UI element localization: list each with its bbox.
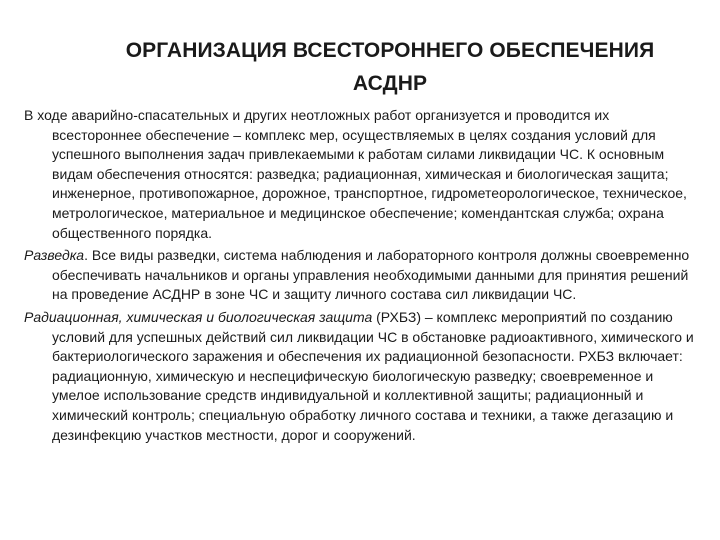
paragraph-overview [24, 106, 696, 243]
paragraph-term: Радиационная, химическая и биологическая защита [24, 308, 373, 325]
paragraph-reconnaissance [24, 246, 696, 305]
paragraph-text: В ходе аварийно-спасательных и других неотложных работ организуется и проводится их всестороннее обеспечение – комплекс мер, осуществляемых в целях создания условий для успешного выполнения задач привлекаемыми к работам силами ликвидации ЧС. К основным видам обеспечения относятся: разведка; радиационная, химическая и биологическая защита; инженерное, противопожарное, дорожное, транспортное, гидрометеорологическое, техническое, метрологическое, материальное и медицинское обеспечение; комендантская служба; охрана общественного порядка. [24, 107, 687, 241]
title-line-1: ОРГАНИЗАЦИЯ ВСЕСТОРОННЕГО ОБЕСПЕЧЕНИЯ [125, 39, 655, 62]
page-title [40, 34, 720, 100]
title-line-2: АСДНР [352, 72, 428, 95]
body-text [24, 106, 696, 448]
paragraph-text: (РХБЗ) – комплекс мероприятий по созданию условий для успешных действий сил ликвидации ЧС в обстановке радиоактивного, химического и бактериологического заражения и обеспечения их радиационной безопасности. РХБЗ включает: радиационную, химическую и неспецифическую биологическую разведку; своевременное и умелое использование средств индивидуальной и коллективной защиты; радиационный и химический контроль; специальную обработку личного состава и техники, а также дегазацию и дезинфекцию участков местности, дорог и сооружений. [52, 308, 694, 443]
paragraph-text: . Все виды разведки, система наблюдения и лабораторного контроля должны своевременно обеспечивать начальников и органы управления необходимыми данными для принятия решений на проведение АСДНР в зоне ЧС и защиту личного состава сил ликвидации ЧС. [52, 247, 690, 303]
paragraph-term: Разведка [24, 247, 85, 264]
paragraph-rcbz [24, 308, 696, 445]
